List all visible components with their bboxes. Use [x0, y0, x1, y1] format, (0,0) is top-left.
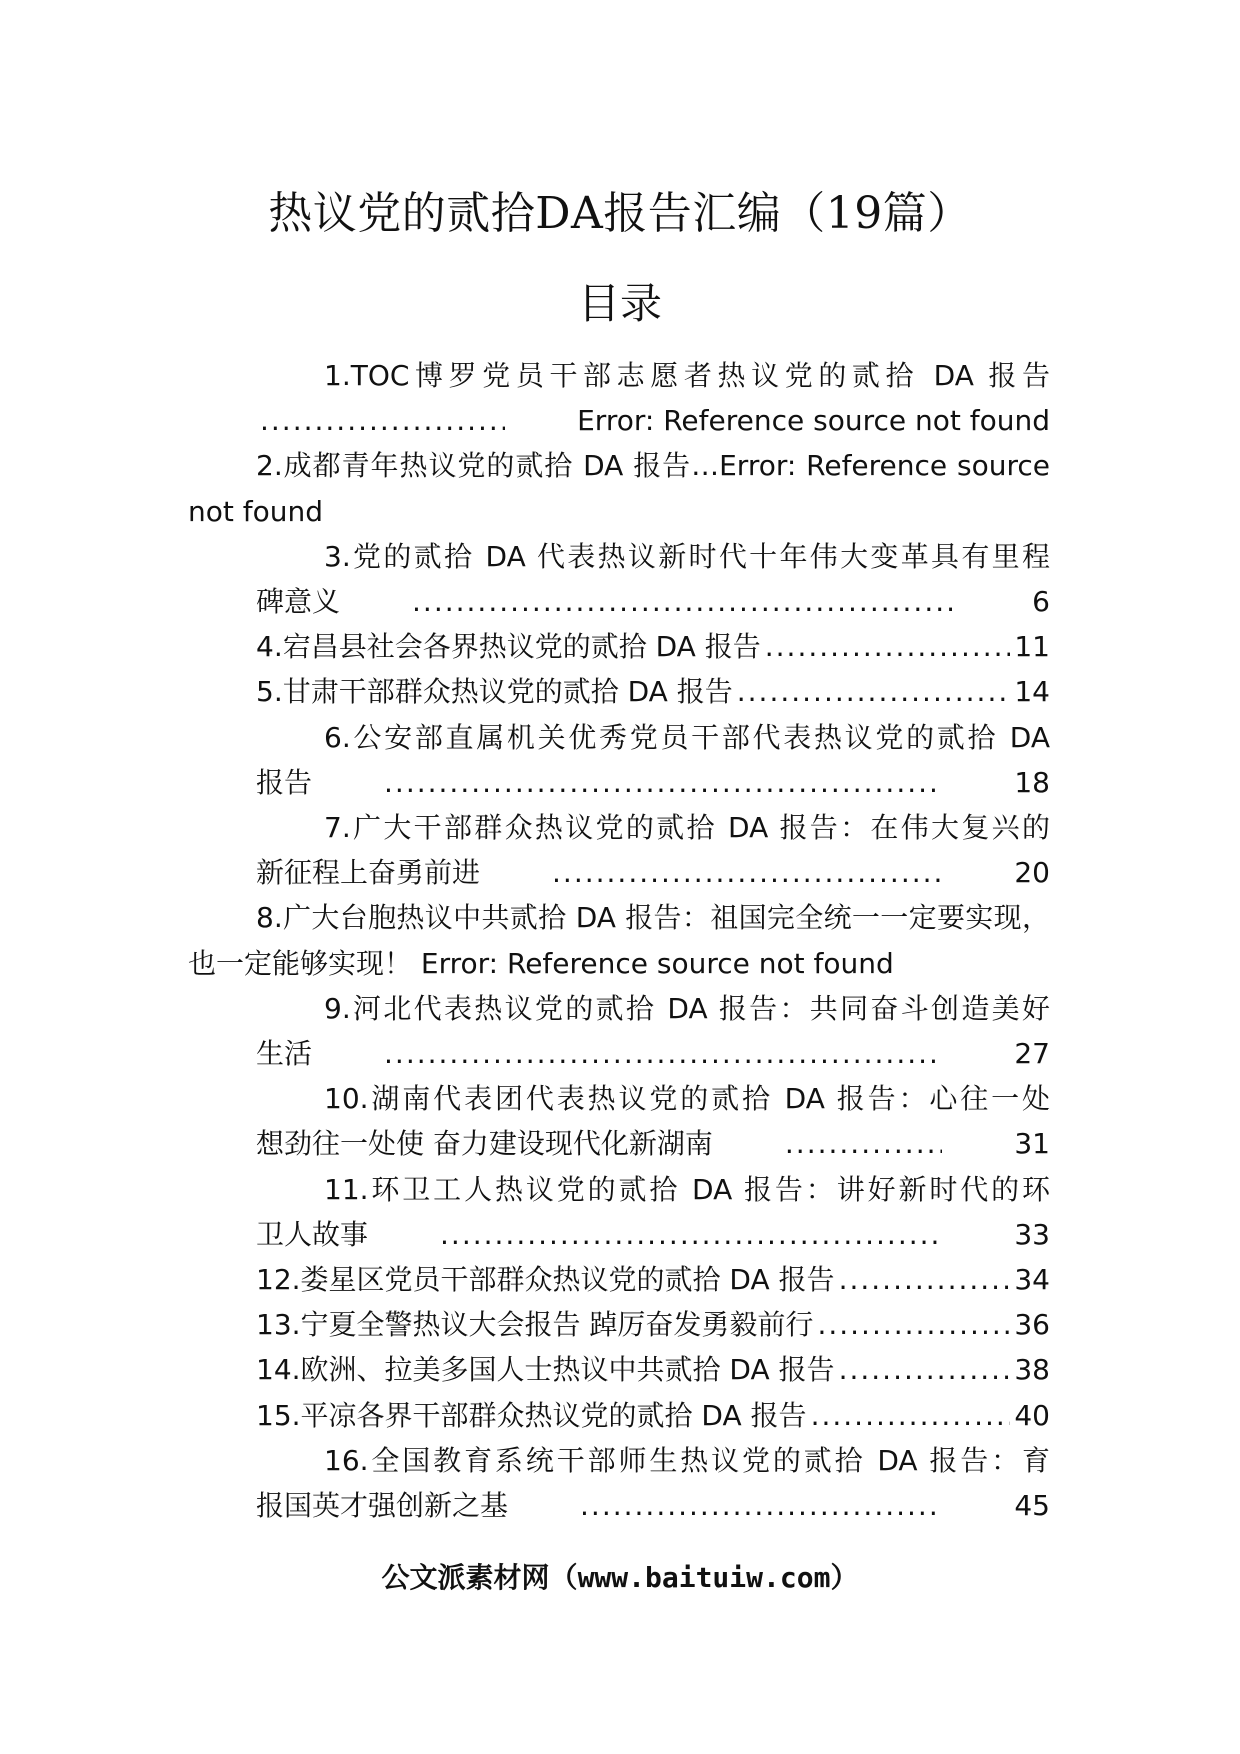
- toc-entry[interactable]: [188, 1076, 1050, 1166]
- toc-entry-title-cont: 碑意义: [256, 585, 341, 619]
- toc-dot-leader: [192, 398, 505, 443]
- toc-dot-leader: [737, 669, 1011, 714]
- toc-entry[interactable]: [188, 805, 1050, 895]
- toc-entry-page: 34: [1014, 1263, 1050, 1297]
- toc-entry-page: 18: [1014, 765, 1050, 799]
- toc-entry[interactable]: [188, 1393, 1050, 1438]
- toc-entry-title: 1.TOC博罗党员干部志愿者热议党的贰拾 DA 报告: [324, 359, 1050, 392]
- toc-entry-page: 27: [1014, 1037, 1050, 1071]
- toc-entry-title: 8.广大台胞热议中共贰拾 DA 报告：祖国完全统一一定要实现，也一定能够实现！ Error: Reference source not found: [188, 901, 1050, 980]
- footer-close-paren: ）: [830, 1561, 859, 1594]
- toc-dot-leader: [372, 1212, 942, 1257]
- toc-entry-page: 20: [1014, 856, 1050, 890]
- toc-dot-leader: [344, 579, 960, 624]
- toc-entry[interactable]: [188, 715, 1050, 805]
- document-title: 热议党的贰拾DA报告汇编（19篇）: [268, 188, 972, 239]
- toc-entry-page: 31: [1014, 1127, 1050, 1161]
- toc-entry-title: 16.全国教育系统干部师生热议党的贰拾 DA 报告：育: [324, 1443, 1050, 1477]
- toc-entry-title: 6.公安部直属机关优秀党员干部代表热议党的贰拾 DA: [324, 720, 1050, 754]
- toc-entry-title: 11.环卫工人热议党的贰拾 DA 报告：讲好新时代的环: [324, 1172, 1050, 1206]
- toc-entry[interactable]: [188, 895, 1050, 985]
- toc-entry[interactable]: [188, 1347, 1050, 1392]
- toc-entry[interactable]: [188, 1167, 1050, 1257]
- footer-watermark: [0, 1558, 1240, 1598]
- toc-entry-title-cont: 想劲往一处使 奋力建设现代化新湖南: [256, 1127, 713, 1161]
- toc-dot-leader: [717, 1121, 942, 1166]
- toc-entry-page: 36: [1014, 1308, 1050, 1342]
- toc-entry[interactable]: [188, 624, 1050, 669]
- toc-entry[interactable]: [188, 1438, 1050, 1528]
- toc-entry-title-cont: 新征程上奋勇前进: [256, 856, 481, 890]
- toc-entry[interactable]: [188, 534, 1050, 624]
- toc-dot-leader: [316, 1031, 942, 1076]
- toc-entry-page: 33: [1014, 1217, 1050, 1251]
- footer-site-name: 公文派素材网: [381, 1561, 550, 1594]
- toc-entry-title: 14.欧洲、拉美多国人士热议中共贰拾 DA 报告: [256, 1353, 835, 1387]
- toc-entry[interactable]: [188, 1302, 1050, 1347]
- toc-entry-page: 40: [1014, 1398, 1050, 1432]
- toc-entry[interactable]: [188, 353, 1050, 443]
- toc-dot-leader: [839, 1347, 1011, 1392]
- toc-entry-title: 2.成都青年热议党的贰拾 DA 报告…Error: Reference source not found: [188, 449, 1050, 528]
- toc-entry-page: 14: [1014, 675, 1050, 709]
- toc-dot-leader: [484, 850, 942, 895]
- toc-entry-title: 9.河北代表热议党的贰拾 DA 报告：共同奋斗创造美好: [324, 991, 1050, 1025]
- toc-entry-title: 5.甘肃干部群众热议党的贰拾 DA 报告: [256, 675, 733, 709]
- toc-dot-leader: [811, 1393, 1011, 1438]
- toc-entry-title: 4.宕昌县社会各界热议党的贰拾 DA 报告: [256, 630, 761, 664]
- toc-entry-page: 11: [1014, 630, 1050, 664]
- toc-entry-title: 13.宁夏全警热议大会报告 踔厉奋发勇毅前行: [256, 1308, 814, 1342]
- toc-dot-leader: [512, 1483, 942, 1528]
- toc-entry-title: 3.党的贰拾 DA 代表热议新时代十年伟大变革具有里程: [324, 539, 1050, 573]
- toc-dot-leader: [765, 624, 1011, 669]
- toc-entry[interactable]: [188, 443, 1050, 533]
- toc-dot-leader: [839, 1257, 1011, 1302]
- toc-dot-leader: [316, 760, 942, 805]
- toc-heading: 目录: [577, 279, 662, 328]
- toc-entry-reference-error: Error: Reference source not found: [577, 404, 1050, 438]
- toc-entry-page: 45: [1014, 1489, 1050, 1523]
- toc-entry-title-cont: 卫人故事: [256, 1217, 369, 1251]
- toc-entry-title: 12.娄星区党员干部群众热议党的贰拾 DA 报告: [256, 1263, 835, 1297]
- toc-entry-title: 15.平凉各界干部群众热议党的贰拾 DA 报告: [256, 1398, 807, 1432]
- footer-url[interactable]: www.baituiw.com: [577, 1561, 831, 1594]
- table-of-contents: [188, 353, 1050, 1528]
- toc-entry[interactable]: [188, 669, 1050, 714]
- toc-entry-title-cont: 生活: [256, 1037, 313, 1071]
- toc-entry-page: 38: [1014, 1353, 1050, 1387]
- toc-entry-title: 10.湖南代表团代表热议党的贰拾 DA 报告：心往一处: [324, 1082, 1050, 1116]
- toc-entry[interactable]: [188, 986, 1050, 1076]
- toc-entry[interactable]: [188, 1257, 1050, 1302]
- toc-entry-title-cont: 报告: [256, 765, 313, 799]
- footer-open-paren: （: [549, 1561, 578, 1594]
- toc-entry-title: 7.广大干部群众热议党的贰拾 DA 报告：在伟大复兴的: [324, 811, 1050, 845]
- toc-entry-page: 6: [1032, 585, 1050, 619]
- toc-dot-leader: [817, 1302, 1010, 1347]
- toc-entry-title-cont: 报国英才强创新之基: [256, 1489, 509, 1523]
